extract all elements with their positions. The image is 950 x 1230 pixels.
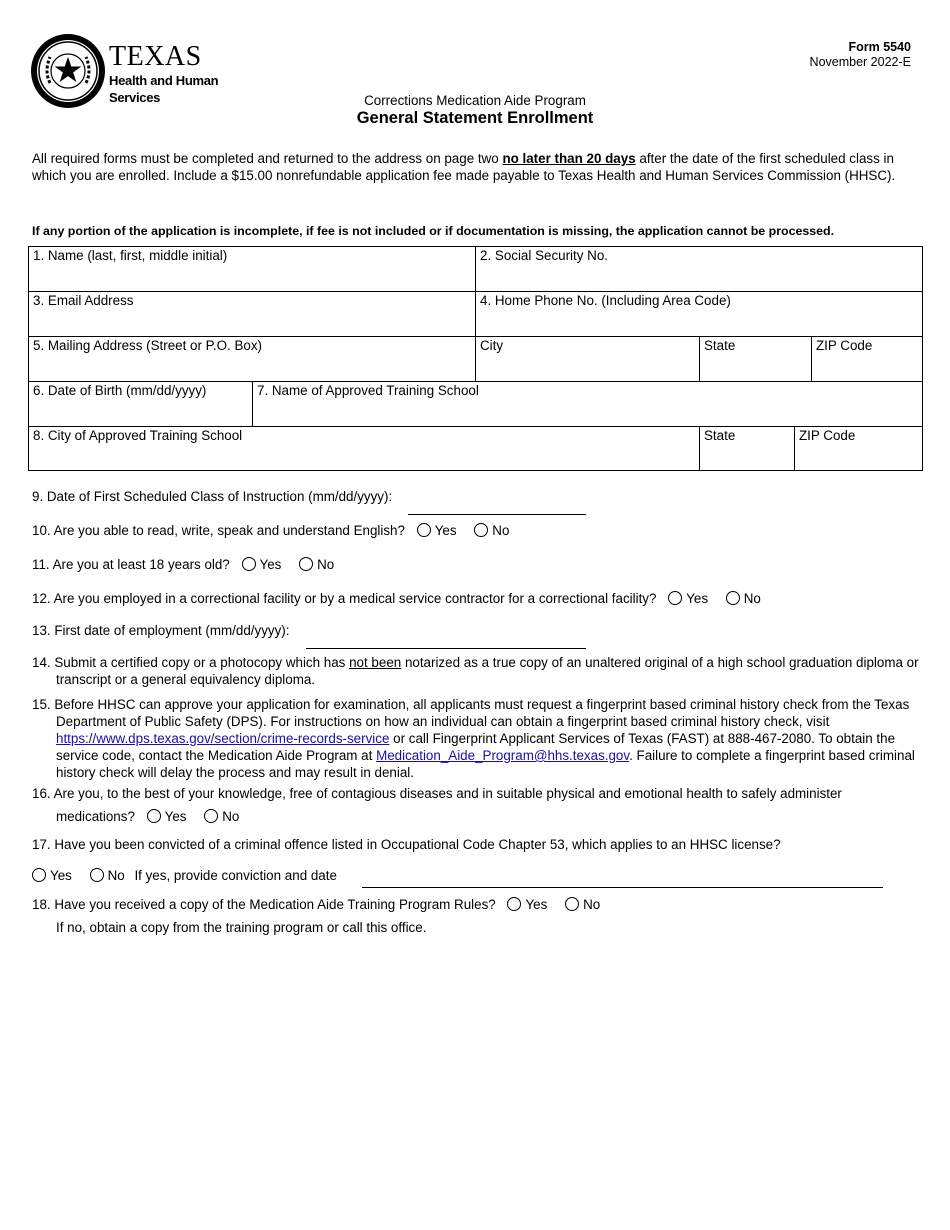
question-18-note: If no, obtain a copy from the training program or call this office. — [56, 920, 427, 935]
dps-crime-records-link[interactable]: https://www.dps.texas.gov/section/crime-records-service — [56, 731, 390, 746]
deadline-emphasis: no later than 20 days — [502, 151, 636, 166]
question-10: 10. Are you able to read, write, speak and understand English? Yes No — [32, 523, 510, 538]
question-13: 13. First date of employment (mm/dd/yyyy): — [32, 623, 290, 638]
page-title: General Statement Enrollment — [356, 109, 594, 127]
q18-no-radio[interactable] — [565, 897, 579, 911]
question-15: 15. Before HHSC can approve your application for examination, all applicants must request a fingerprint based criminal history check from the Texas Department of Public Safety (DPS). For instructions on how an individual can obtain a fingerprint based criminal history check, visit https://www.dps.texas.gov/section/crime-records-service or call Fingerprint Applicant Services of Texas (FAST) at 888-467-2080. To obtain the service code, contact the Medication Aide Program at Medication_Aide_Program@hhs.texas.gov. Failure to complete a fingerprint based criminal history check will delay the process and may result in denial. — [32, 697, 915, 780]
program-name: Corrections Medication Aide Program — [364, 93, 586, 108]
q17-no-radio[interactable] — [90, 868, 104, 882]
intro-paragraph: All required forms must be completed and returned to the address on page two no later than 20 days after the date of the first scheduled class in which you are enrolled. Include a $15.00 nonrefundable application fee made payable to Texas Health and Human Services Commission (HHSC). — [32, 151, 896, 183]
school-city-field[interactable]: 8. City of Approved Training School — [29, 427, 700, 471]
form-number: Form 5540 — [848, 40, 911, 54]
email-field[interactable]: 3. Email Address — [29, 292, 476, 337]
form-number-block — [810, 40, 911, 70]
ssn-field[interactable]: 2. Social Security No. — [476, 247, 923, 292]
question-12: 12. Are you employed in a correctional facility or by a medical service contractor for a correctional facility? Yes No — [32, 591, 761, 606]
q13-answer-line[interactable] — [306, 648, 586, 649]
question-16-cont: medications? Yes No — [56, 809, 240, 824]
q9-answer-line[interactable] — [408, 514, 586, 515]
phone-field[interactable]: 4. Home Phone No. (Including Area Code) — [476, 292, 923, 337]
question-16: 16. Are you, to the best of your knowledge, free of contagious diseases and in suitable physical and emotional health to safely administer — [32, 786, 842, 801]
q16-no-radio[interactable] — [204, 809, 218, 823]
zip-field[interactable]: ZIP Code — [812, 337, 923, 382]
school-state-field[interactable]: State — [700, 427, 795, 471]
q12-no-radio[interactable] — [726, 591, 740, 605]
question-17-options: Yes No If yes, provide conviction and date — [32, 867, 337, 884]
school-zip-field[interactable]: ZIP Code — [799, 428, 856, 443]
logo-title: TEXAS — [109, 41, 202, 72]
question-17: 17. Have you been convicted of a criminal offence listed in Occupational Code Chapter 53, which applies to an HHSC license? — [32, 837, 781, 852]
question-11: 11. Are you at least 18 years old? Yes No — [32, 557, 335, 572]
dob-field[interactable]: 6. Date of Birth (mm/dd/yyyy) — [29, 382, 253, 427]
form-date: November 2022-E — [809, 55, 911, 69]
q11-yes-radio[interactable] — [242, 557, 256, 571]
question-14: 14. Submit a certified copy or a photocopy which has not been notarized as a true copy of an unaltered original of a high school graduation diploma or transcript or a general equivalency diploma. — [32, 655, 919, 687]
q18-yes-radio[interactable] — [507, 897, 521, 911]
question-18: 18. Have you received a copy of the Medication Aide Training Program Rules? Yes No — [32, 897, 601, 912]
logo-subtitle: Health and Human Services — [109, 73, 219, 105]
q17-followup: If yes, provide conviction and date — [134, 868, 337, 883]
q16-yes-radio[interactable] — [147, 809, 161, 823]
city-field[interactable]: City — [476, 337, 700, 382]
mailing-address-field[interactable]: 5. Mailing Address (Street or P.O. Box) — [29, 337, 476, 382]
q17-conviction-line[interactable] — [362, 887, 883, 888]
question-9: 9. Date of First Scheduled Class of Instruction (mm/dd/yyyy): — [32, 489, 393, 504]
training-school-field[interactable]: 7. Name of Approved Training School — [253, 382, 923, 427]
name-field[interactable]: 1. Name (last, first, middle initial) — [29, 247, 476, 292]
applicant-info-table — [28, 246, 923, 471]
q10-no-radio[interactable] — [474, 523, 488, 537]
q17-yes-radio[interactable] — [32, 868, 46, 882]
state-field[interactable]: State — [700, 337, 812, 382]
medication-aide-email-link[interactable]: Medication_Aide_Program@hhs.texas.gov — [376, 748, 630, 763]
q10-yes-radio[interactable] — [417, 523, 431, 537]
q12-yes-radio[interactable] — [668, 591, 682, 605]
warning-text: If any portion of the application is incomplete, if fee is not included or if documentation is missing, the application cannot be processed. — [32, 224, 835, 238]
q11-no-radio[interactable] — [299, 557, 313, 571]
